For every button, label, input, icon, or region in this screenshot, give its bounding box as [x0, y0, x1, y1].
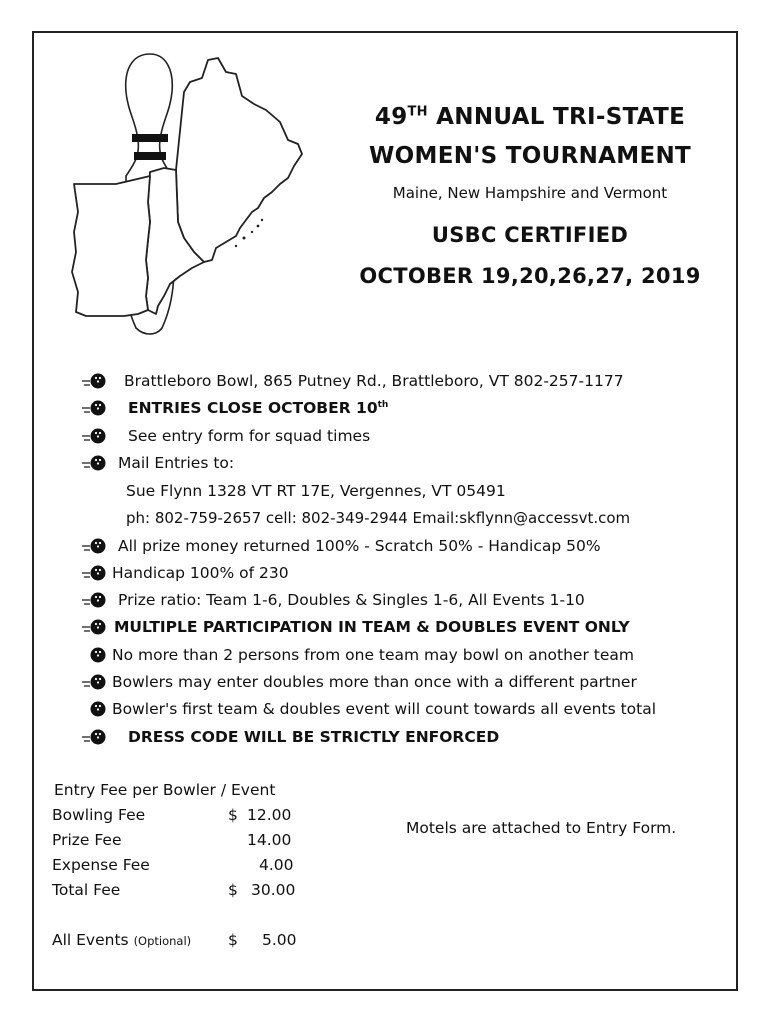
prize-money-text: All prize money returned 100% - Scratch 50% - Handicap 50%: [118, 537, 601, 555]
list-item: [80, 372, 624, 390]
list-item: [80, 646, 634, 664]
venue-text: Brattleboro Bowl, 865 Putney Rd., Brattleboro, VT 802-257-1177: [124, 372, 624, 390]
team-limit-text: No more than 2 persons from one team may bowl on another team: [112, 646, 634, 664]
entries-close-text: ENTRIES CLOSE OCTOBER 10th: [128, 399, 389, 417]
certified-heading: USBC CERTIFIED: [431, 223, 629, 247]
doubles-reentry-text: Bowlers may enter doubles more than once with a different partner: [112, 673, 637, 691]
list-item: [80, 454, 234, 472]
bowling-ball-icon: [80, 673, 108, 691]
squad-times-text: See entry form for squad times: [128, 427, 371, 445]
all-events-rule-text: Bowler's first team & doubles event will count towards all events total: [112, 700, 657, 718]
fee-amount: 4.00: [259, 856, 294, 874]
tournament-title-line1: 49TH ANNUAL TRI-STATE: [374, 104, 686, 130]
list-item: [80, 728, 499, 746]
bowling-pin-map-logo: [66, 52, 356, 342]
multiple-participation-text: MULTIPLE PARTICIPATION IN TEAM & DOUBLES EVENT ONLY: [114, 618, 630, 636]
bowling-ball-icon: [80, 618, 108, 636]
bowling-ball-icon: [80, 427, 108, 445]
tournament-dates: OCTOBER 19,20,26,27, 2019: [359, 264, 701, 288]
bowling-ball-icon: [80, 454, 108, 472]
states-subtitle: Maine, New Hampshire and Vermont: [392, 184, 668, 202]
fee-label: Expense Fee: [52, 856, 150, 874]
mail-contact: ph: 802-759-2657 cell: 802-349-2944 Email:skflynn@accessvt.com: [126, 509, 631, 527]
fee-amount: 14.00: [247, 831, 292, 849]
list-item: [80, 618, 630, 636]
list-item: [80, 537, 601, 555]
bowling-ball-icon: [80, 537, 108, 555]
bowling-ball-icon: [80, 728, 108, 746]
handicap-text: Handicap 100% of 230: [112, 564, 289, 582]
list-item: [80, 700, 656, 718]
bowling-ball-icon: [80, 372, 108, 390]
list-item: [80, 564, 289, 582]
fee-label: Bowling Fee: [52, 806, 146, 824]
list-item: [80, 591, 585, 609]
fee-heading: Entry Fee per Bowler / Event: [54, 781, 276, 799]
mail-entries-text: Mail Entries to:: [118, 454, 235, 472]
fee-amount: 30.00: [251, 881, 296, 899]
list-item: [80, 673, 637, 691]
dress-code-text: DRESS CODE WILL BE STRICTLY ENFORCED: [128, 728, 500, 746]
bowling-ball-icon: [80, 564, 108, 582]
all-events-fee: All Events (Optional): [52, 931, 192, 949]
mail-address: Sue Flynn 1328 VT RT 17E, Vergennes, VT 05491: [126, 482, 506, 500]
list-item: [80, 399, 388, 417]
fee-label: Total Fee: [52, 881, 121, 899]
list-item: [80, 427, 370, 445]
tournament-title-line2: WOMEN'S TOURNAMENT: [369, 143, 691, 169]
all-events-currency: $: [228, 931, 238, 949]
bowling-ball-icon: [80, 591, 108, 609]
prize-ratio-text: Prize ratio: Team 1-6, Doubles & Singles 1-6, All Events 1-10: [118, 591, 585, 609]
motels-note: Motels are attached to Entry Form.: [406, 819, 677, 837]
bowling-ball-icon: [80, 646, 108, 664]
fee-currency: $: [228, 881, 238, 899]
bowling-ball-icon: [80, 399, 108, 417]
fee-amount: 12.00: [247, 806, 292, 824]
fee-currency: $: [228, 806, 238, 824]
fee-label: Prize Fee: [52, 831, 122, 849]
bowling-ball-icon: [80, 700, 108, 718]
all-events-amount: 5.00: [262, 931, 297, 949]
